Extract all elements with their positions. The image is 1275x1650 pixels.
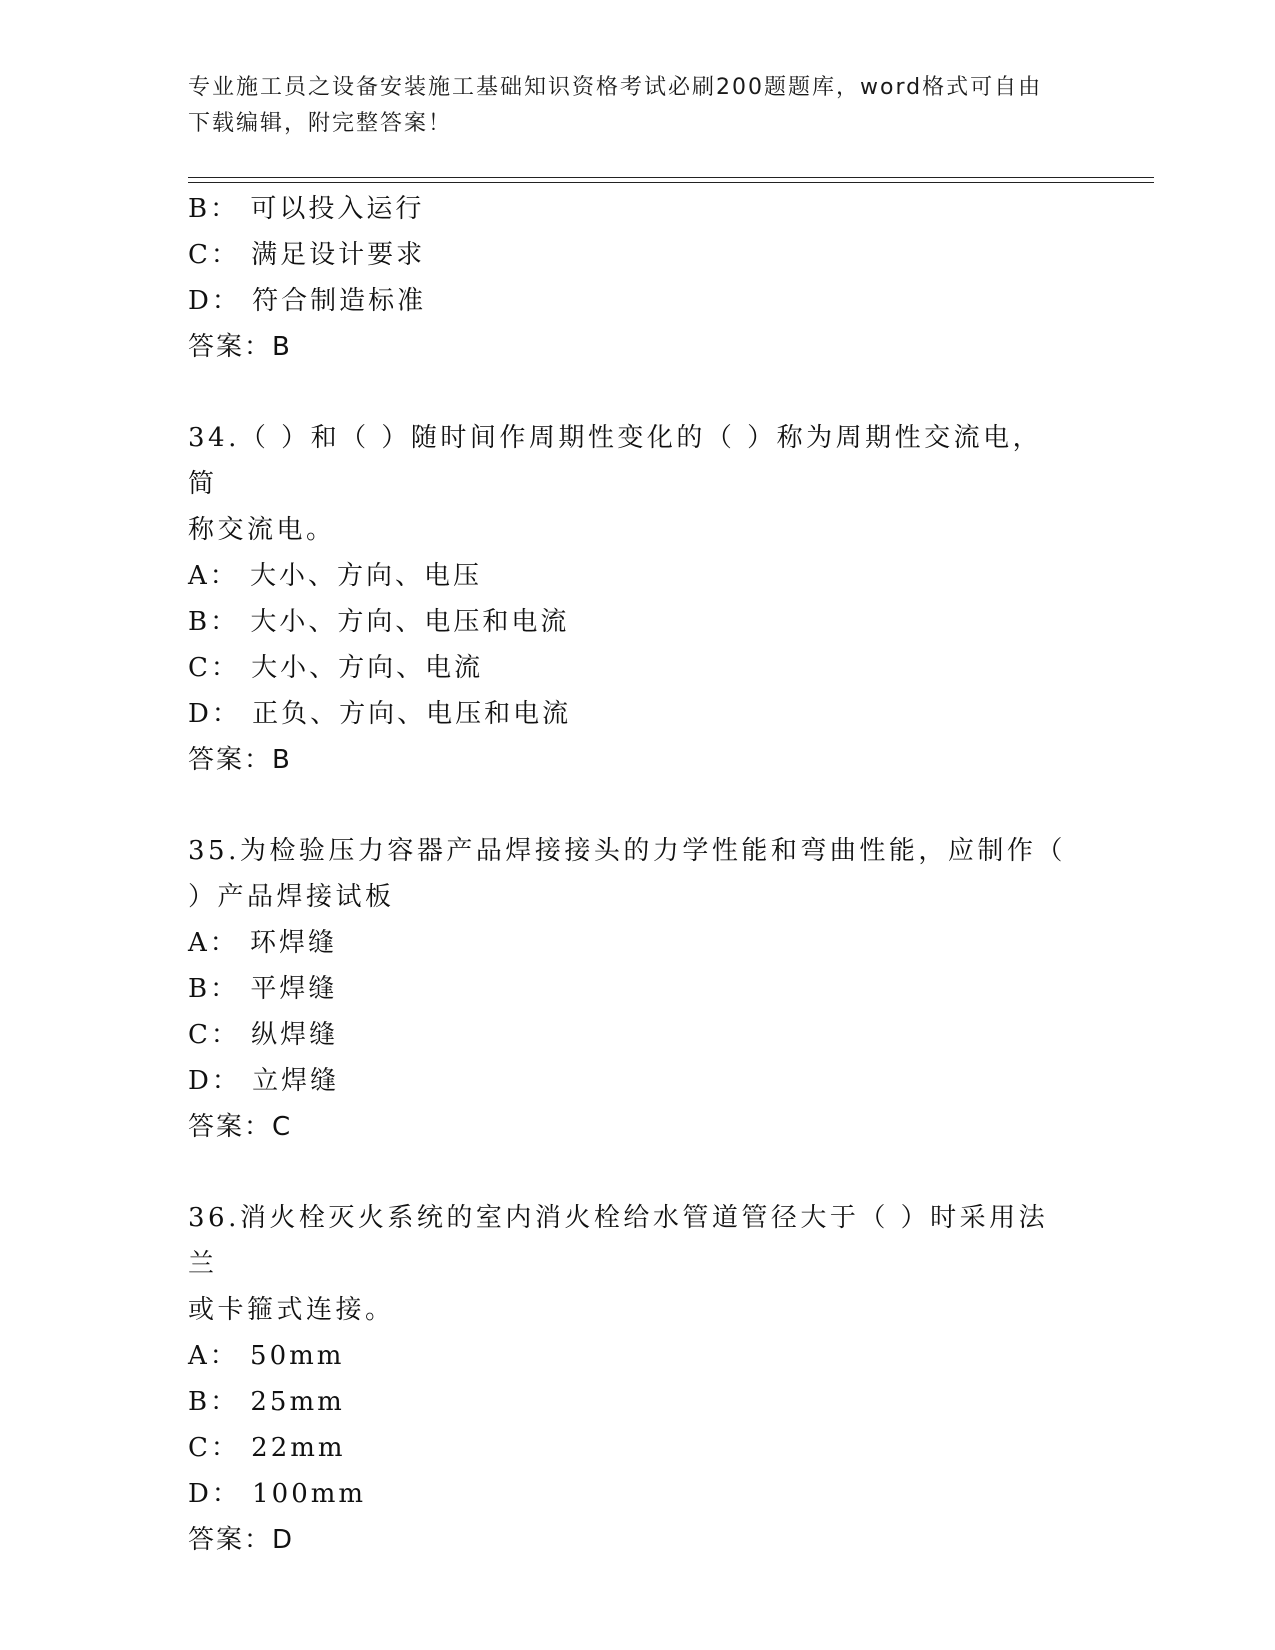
option-text: 平焊缝	[250, 974, 338, 1004]
option-separator: ：	[210, 1020, 252, 1050]
header-divider-top	[188, 177, 1154, 178]
option-b	[188, 186, 1088, 232]
answer-line: 答案：C	[188, 1112, 293, 1142]
answer-line: 答案：B	[188, 745, 292, 775]
option-a	[188, 1333, 1088, 1379]
option-separator: ：	[209, 1341, 251, 1371]
option-label: C	[188, 1433, 211, 1463]
option-text: 22mm	[251, 1433, 346, 1463]
question-gap	[188, 783, 1088, 828]
option-text: 25mm	[250, 1387, 345, 1417]
option-separator: ：	[211, 1479, 253, 1509]
question-stem-line-1: 34.（ ）和（ ）随时间作周期性变化的（ ）称为周期性交流电，简	[188, 423, 1043, 499]
header-title-line-1: 专业施工员之设备安装施工基础知识资格考试必刷200题题库，word格式可自由	[188, 75, 1043, 100]
header-title-line-2: 下载编辑，附完整答案！	[188, 111, 453, 136]
question-stem	[188, 1195, 1068, 1333]
option-separator: ：	[211, 286, 253, 316]
option-text: 50mm	[250, 1341, 345, 1371]
option-separator: ：	[209, 561, 251, 591]
question-34	[188, 415, 1088, 783]
option-text: 大小、方向、电流	[251, 653, 484, 683]
option-text: 纵焊缝	[251, 1020, 339, 1050]
option-label: C	[188, 240, 211, 270]
question-stem-line-2: 称交流电。	[188, 515, 336, 545]
question-33-continued	[188, 186, 1088, 370]
option-text: 大小、方向、电压	[250, 561, 483, 591]
option-label: B	[188, 974, 211, 1004]
question-36	[188, 1195, 1088, 1563]
option-text: 符合制造标准	[252, 286, 427, 316]
option-text: 可以投入运行	[250, 194, 425, 224]
option-label: D	[188, 1479, 212, 1509]
option-b	[188, 966, 1088, 1012]
option-label: B	[188, 607, 211, 637]
option-c	[188, 645, 1088, 691]
option-d	[188, 1058, 1088, 1104]
option-label: D	[188, 286, 212, 316]
option-label: B	[188, 194, 211, 224]
option-label: C	[188, 653, 211, 683]
option-label: D	[188, 699, 212, 729]
option-label: A	[188, 928, 210, 958]
question-stem-line-2: ）产品焊接试板	[188, 882, 395, 912]
option-label: D	[188, 1066, 212, 1096]
option-a	[188, 920, 1088, 966]
option-c	[188, 1425, 1088, 1471]
option-a	[188, 553, 1088, 599]
option-separator: ：	[209, 928, 251, 958]
answer-line: 答案：B	[188, 332, 292, 362]
option-separator: ：	[211, 1066, 253, 1096]
question-gap	[188, 370, 1088, 415]
option-text: 100mm	[252, 1479, 367, 1509]
option-separator: ：	[210, 974, 251, 1004]
option-text: 环焊缝	[250, 928, 338, 958]
question-list	[188, 186, 1088, 1563]
option-d	[188, 691, 1088, 737]
question-stem-line-1: 36.消火栓灭火系统的室内消火栓给水管道管径大于（ ）时采用法兰	[188, 1203, 1049, 1279]
option-c	[188, 1012, 1088, 1058]
option-label: C	[188, 1020, 211, 1050]
option-separator: ：	[211, 699, 253, 729]
option-d	[188, 1471, 1088, 1517]
document-header	[188, 70, 1068, 142]
option-label: A	[188, 561, 210, 591]
question-gap	[188, 1150, 1088, 1195]
option-label: A	[188, 1341, 210, 1371]
question-stem	[188, 415, 1068, 553]
option-text: 满足设计要求	[251, 240, 426, 270]
option-text: 立焊缝	[252, 1066, 340, 1096]
question-35	[188, 828, 1088, 1150]
option-b	[188, 599, 1088, 645]
answer-line: 答案：D	[188, 1525, 295, 1555]
option-separator: ：	[210, 240, 252, 270]
option-text: 正负、方向、电压和电流	[252, 699, 572, 729]
option-label: B	[188, 1387, 211, 1417]
option-c	[188, 232, 1088, 278]
question-stem-line-1: 35.为检验压力容器产品焊接接头的力学性能和弯曲性能，应制作（	[188, 836, 1066, 866]
question-stem-line-2: 或卡箍式连接。	[188, 1295, 395, 1325]
option-text: 大小、方向、电压和电流	[250, 607, 570, 637]
header-divider-bottom	[188, 182, 1154, 183]
option-separator: ：	[210, 607, 251, 637]
option-b	[188, 1379, 1088, 1425]
option-d	[188, 278, 1088, 324]
option-separator: ：	[210, 1387, 251, 1417]
option-separator: ：	[210, 194, 251, 224]
option-separator: ：	[210, 653, 252, 683]
question-stem	[188, 828, 1068, 920]
option-separator: ：	[210, 1433, 252, 1463]
